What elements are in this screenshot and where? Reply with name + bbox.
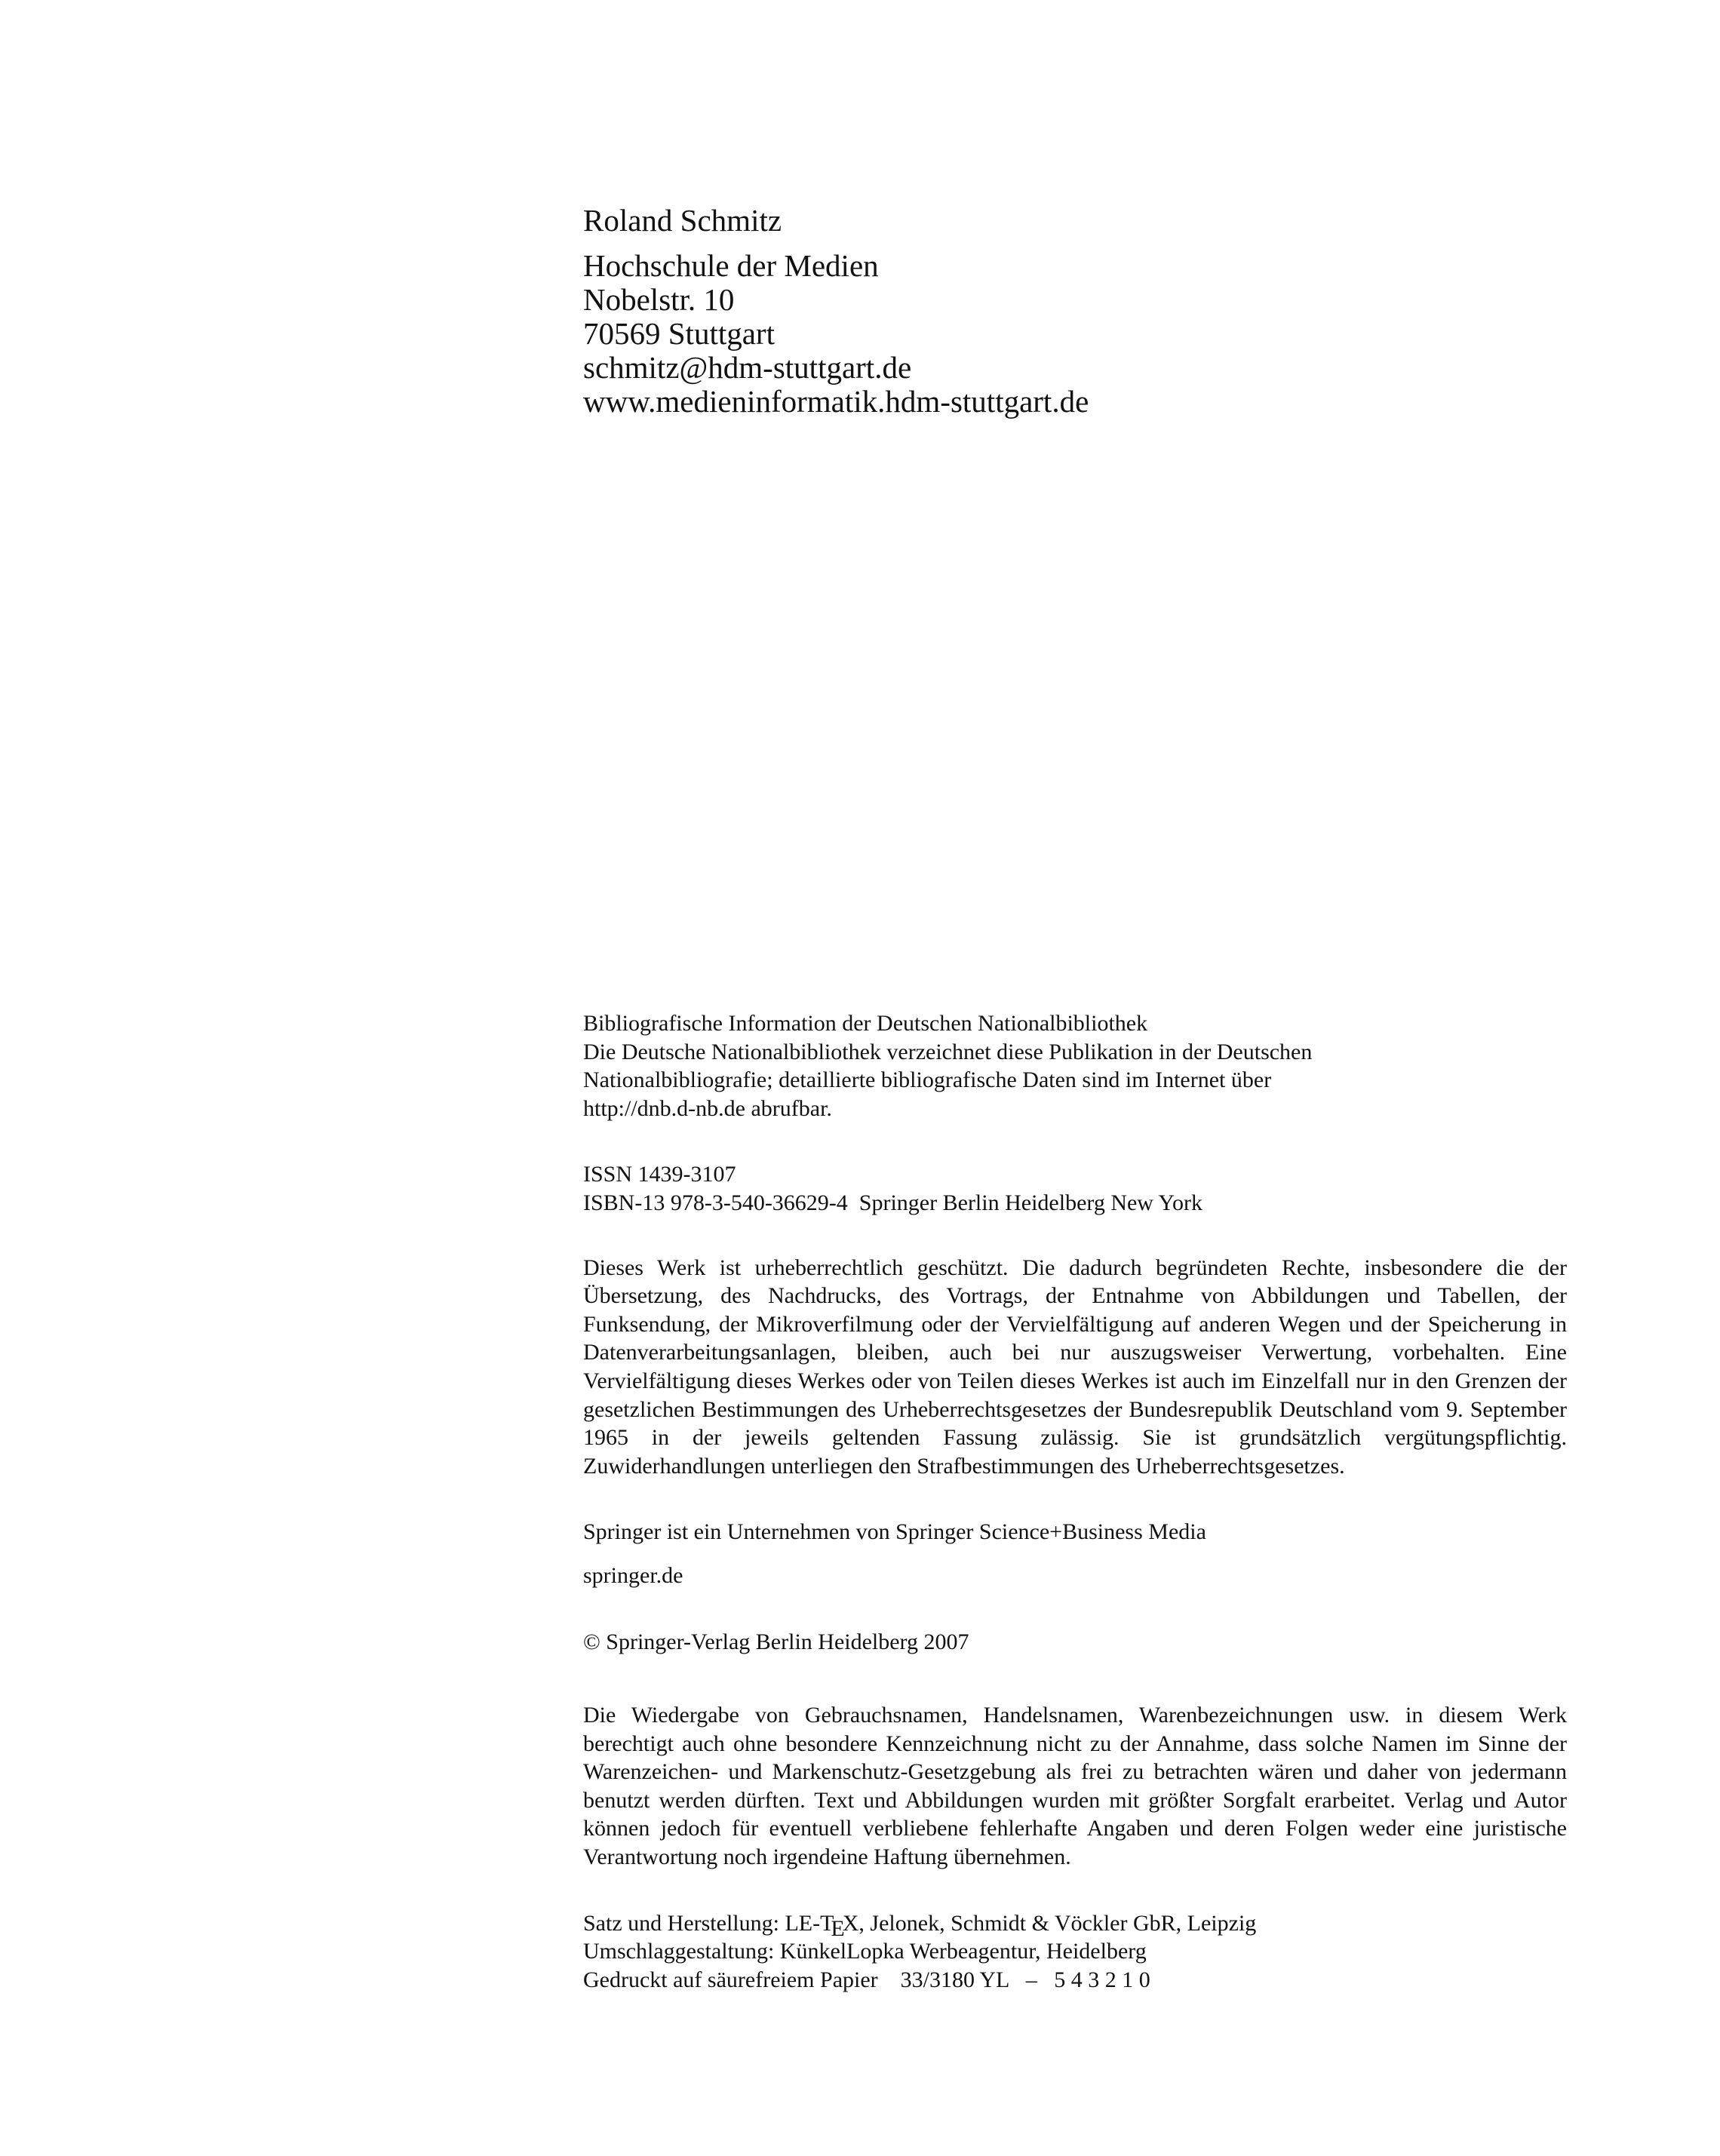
address-line: Hochschule der Medien <box>583 248 879 283</box>
author-name: Roland Schmitz <box>583 203 782 238</box>
publisher-company-line: Springer ist ein Unternehmen von Springer Science+Business Media <box>583 1519 1206 1545</box>
typesetting-line <box>583 1909 1567 1941</box>
bibliography-line: http://dnb.d-nb.de abrufbar. <box>583 1095 832 1121</box>
imprint-page <box>583 1009 1567 1994</box>
bibliography-line: Nationalbibliografie; detaillierte bibliografische Daten sind im Internet über <box>583 1067 1272 1093</box>
typesetting-suffix: , Jelonek, Schmidt & Vöckler GbR, Leipzig <box>858 1910 1257 1936</box>
bibliographic-information <box>583 1009 1567 1123</box>
issn: ISSN 1439-3107 <box>583 1162 736 1187</box>
copyright-line: © Springer-Verlag Berlin Heidelberg 2007 <box>583 1629 969 1654</box>
typesetting-prefix: Satz und Herstellung: LE- <box>583 1910 821 1936</box>
printing-line: Gedruckt auf säurefreiem Papier 33/3180 YL – 5 4 3 2 1 0 <box>583 1967 1150 1992</box>
trademark-notice: Die Wiedergabe von Gebrauchsnamen, Handelsnamen, Warenbezeichnungen usw. in diesem Werk berechtigt auch ohne besondere Kennzeichnung nicht zu der Annahme, dass solche Namen im Sinne der Warenzeichen- und Markenschutz-Gesetzgebung als frei zu betrachten wären und daher von jedermann benutzt werden dürften. Text und Abbildungen wurden mit größter Sorgfalt erarbeitet. Verlag und Autor können jedoch für eventuell verbliebene fehlerhafte Angaben und deren Folgen weder eine juristische Verantwortung noch irgendeine Haftung übernehmen. <box>583 1703 1567 1870</box>
address-line: 70569 Stuttgart <box>583 316 775 351</box>
isbn: ISBN-13 978-3-540-36629-4 Springer Berlin Heidelberg New York <box>583 1190 1203 1215</box>
bibliography-line: Die Deutsche Nationalbibliothek verzeichnet diese Publikation in der Deutschen <box>583 1039 1313 1064</box>
author-email: schmitz@hdm-stuttgart.de <box>583 350 912 385</box>
author-website: www.medieninformatik.hdm-stuttgart.de <box>583 384 1089 419</box>
production-credits <box>583 1909 1567 1995</box>
cover-design-line: Umschlaggestaltung: KünkelLopka Werbeagentur, Heidelberg <box>583 1939 1147 1964</box>
publisher-website: springer.de <box>583 1562 683 1588</box>
author-block <box>583 204 1564 419</box>
tex-logo: TEX <box>820 1910 859 1941</box>
identifiers <box>583 1160 1567 1217</box>
bibliography-line: Bibliografische Information der Deutschen Nationalbibliothek <box>583 1011 1148 1036</box>
copyright-notice: Dieses Werk ist urheberrechtlich geschützt. Die dadurch begründeten Rechte, insbesondere die der Übersetzung, des Nachdrucks, des Vortrags, der Entnahme von Abbildungen und Tabellen, der Funksendung, der Mikroverfilmung oder der Vervielfältigung auf anderen Wegen und der Speicherung in Datenverarbeitungsanlagen, bleiben, auch bei nur auszugsweiser Verwertung, vorbehalten. Eine Vervielfältigung dieses Werkes oder von Teilen dieses Werkes ist auch im Einzelfall nur in den Grenzen der gesetzlichen Bestimmungen des Urheberrechtsgesetzes der Bundesrepublik Deutschland vom 9. September 1965 in der jeweils geltenden Fassung zulässig. Sie ist grundsätzlich vergütungspflichtig. Zuwiderhandlungen unterliegen den Strafbestimmungen des Urheberrechtsgesetzes. <box>583 1255 1567 1479</box>
address-line: Nobelstr. 10 <box>583 282 735 317</box>
